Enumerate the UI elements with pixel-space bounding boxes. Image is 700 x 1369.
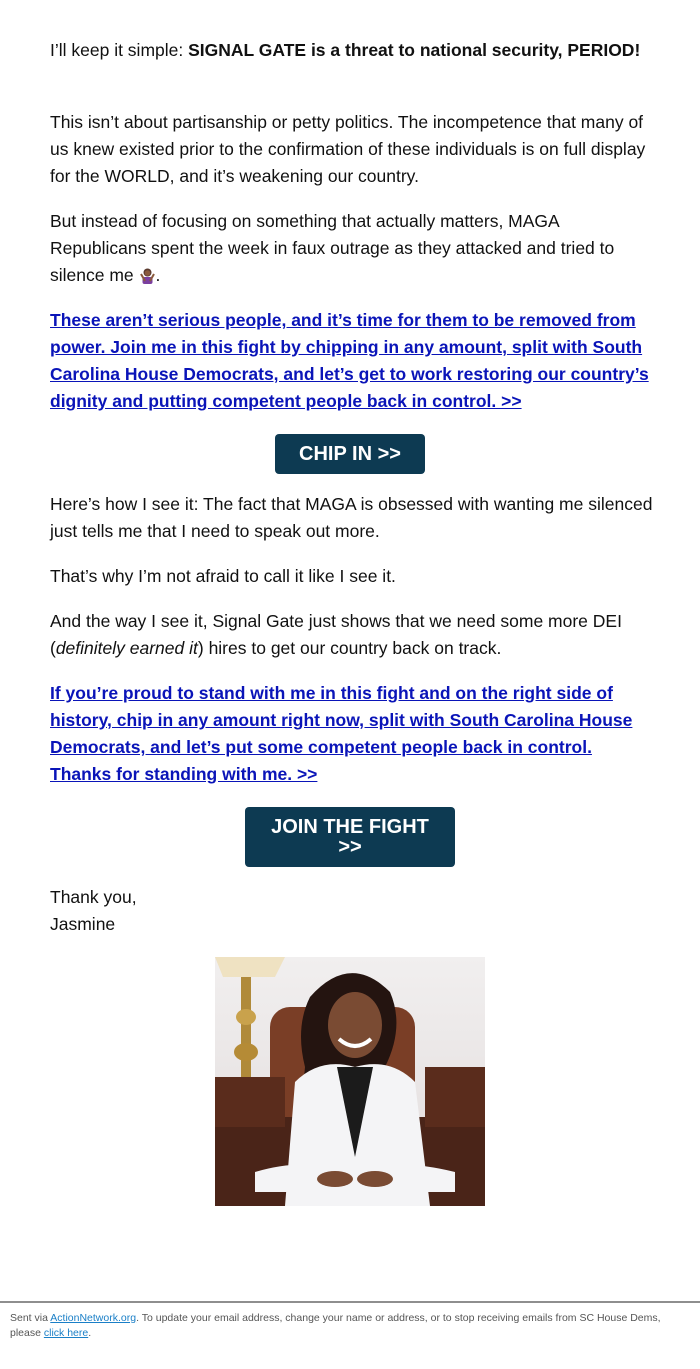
footer-prefix: Sent via: [10, 1312, 51, 1324]
paragraph-maga: [50, 208, 655, 289]
woman-gesturing-no-icon: [139, 265, 156, 282]
paragraph-maga-end: .: [155, 265, 161, 285]
join-the-fight-button[interactable]: [245, 807, 455, 867]
action-network-link[interactable]: ActionNetwork.org: [50, 1312, 137, 1324]
donate-link-1[interactable]: These aren’t serious people, and it’s time for them to be removed from power. Join me in this fight by chipping in any amount, split with South Carolina House Democrats, and let’s get to work restoring our country’s dignity and putting competent people back in control. >>: [50, 310, 649, 411]
footer-divider: [0, 1301, 700, 1303]
paragraph-dei-after: ) hires to get our country back on track.: [197, 638, 502, 658]
paragraph-incompetence: This isn’t about partisanship or petty politics. The incompetence that many of us knew existed prior to the confirmation of these individuals is on full display for the WORLD, and it’s weakening our country.: [50, 112, 646, 186]
intro-lead: I’ll keep it simple:: [50, 40, 189, 60]
join-button-label-line2: >>: [338, 836, 362, 858]
footer: [10, 1311, 680, 1341]
paragraph-not-afraid: That’s why I’m not afraid to call it like I see it.: [50, 566, 396, 586]
donate-link-2[interactable]: If you’re proud to stand with me in this fight and on the right side of history, chip in any amount right now, split with South Carolina House Democrats, and let’s put some competent people back in control. Thanks for standing with me. >>: [50, 683, 633, 784]
paragraph-dei: [50, 608, 655, 662]
chip-in-button[interactable]: [275, 434, 425, 474]
paragraph-see-it: Here’s how I see it: The fact that MAGA is obsessed with wanting me silenced just tells me that I need to speak out more.: [50, 494, 653, 541]
paragraph-maga-text: But instead of focusing on something that actually matters, MAGA Republicans spent the week in faux outrage as they attacked and tried to silence me: [50, 211, 615, 285]
candidate-photo: [215, 957, 485, 1206]
footer-middle: . To update your email address, change your name or address, or to stop receiving emails from SC House Dems, please: [10, 1312, 661, 1339]
paragraph-dei-italic: definitely earned it: [55, 638, 198, 658]
paragraph-dei-before: And the way I see it, Signal Gate just shows that we need some more DEI (: [50, 611, 622, 658]
cta-paragraph-1: [50, 307, 655, 415]
unsubscribe-link[interactable]: click here: [43, 1327, 89, 1339]
footer-end: .: [88, 1327, 92, 1339]
intro-bold: SIGNAL GATE is a threat to national security, PERIOD!: [188, 40, 641, 60]
signoff: [50, 884, 655, 938]
chip-in-button-label: CHIP IN >>: [299, 443, 401, 465]
cta-paragraph-2: [50, 680, 655, 788]
signoff-name: Jasmine: [50, 914, 116, 934]
intro-paragraph: [50, 37, 655, 64]
signoff-thanks: Thank you,: [50, 887, 137, 907]
join-button-label-line1: JOIN THE FIGHT: [271, 816, 429, 838]
